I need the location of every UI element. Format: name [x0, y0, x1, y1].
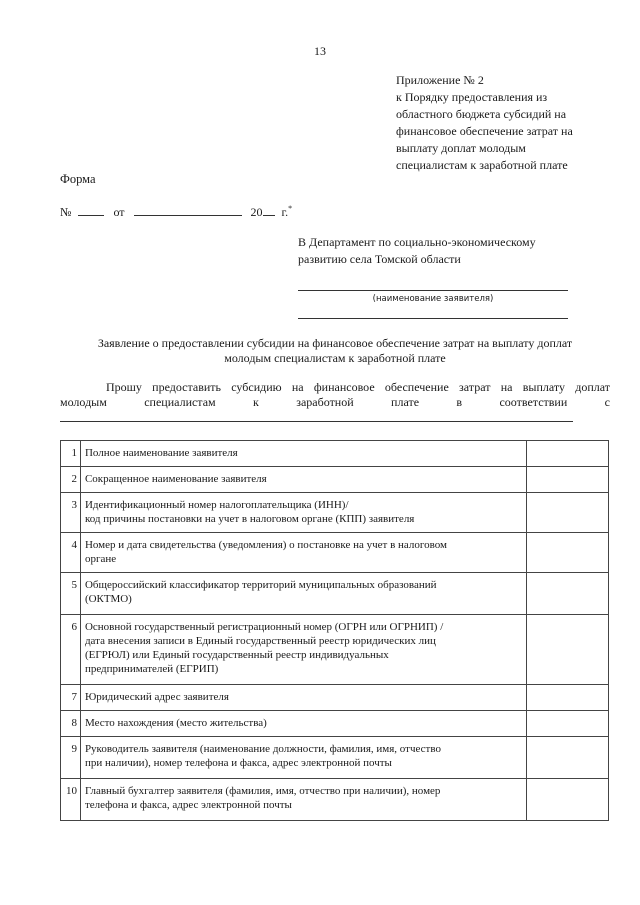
row-value-cell[interactable] — [526, 711, 608, 737]
request-paragraph — [60, 380, 610, 410]
appendix-line: финансовое обеспечение затрат на — [396, 124, 573, 138]
applicant-name-line-1[interactable] — [298, 290, 568, 291]
row-value-cell[interactable] — [526, 573, 608, 615]
row-label-line: Номер и дата свидетельства (уведомления) о постановке на учет в налоговом — [84, 539, 447, 551]
footnote-mark: * — [288, 204, 293, 213]
addressee-line-1: В Департамент по социально-экономическому — [298, 235, 536, 249]
row-label-line: дата внесения записи в Единый государственный реестр юридических лиц — [84, 635, 436, 647]
row-value-cell[interactable] — [526, 615, 608, 685]
row-label-line: Общероссийский классификатор территорий муниципальных образований — [84, 579, 437, 591]
title-line-2: молодым специалистам к заработной плате — [224, 351, 446, 365]
row-label — [80, 493, 526, 533]
row-value-cell[interactable] — [526, 685, 608, 711]
table-row — [61, 779, 609, 821]
document-title — [60, 336, 610, 366]
row-label-line: Юридический адрес заявителя — [84, 691, 229, 703]
table-row — [61, 467, 609, 493]
row-value-cell[interactable] — [526, 779, 608, 821]
intro-line-1: Прошу предоставить субсидию на финансовое обеспечение затрат на выплату доплат — [106, 380, 610, 394]
row-label-line: Идентификационный номер налогоплательщика (ИНН)/ — [84, 499, 349, 511]
table-row — [61, 493, 609, 533]
row-number: 7 — [61, 685, 81, 711]
row-number: 9 — [61, 737, 81, 779]
row-label — [80, 737, 526, 779]
title-line-1: Заявление о предоставлении субсидии на финансовое обеспечение затрат на выплату доплат — [97, 336, 573, 350]
table-row — [61, 711, 609, 737]
year-blank[interactable] — [263, 204, 275, 216]
row-value-cell[interactable] — [526, 441, 608, 467]
row-label-line: Главный бухгалтер заявителя (фамилия, имя, отчество при наличии), номер — [84, 785, 441, 797]
row-label — [80, 467, 526, 493]
row-number: 8 — [61, 711, 81, 737]
table-row — [61, 737, 609, 779]
row-number: 2 — [61, 467, 81, 493]
number-sign: № — [60, 205, 72, 219]
table-row — [61, 533, 609, 573]
row-number: 6 — [61, 615, 81, 685]
row-label-line: код причины постановки на учет в налоговом органе (КПП) заявителя — [84, 513, 415, 525]
appendix-line: специалистам к заработной плате — [396, 158, 568, 172]
legal-basis-line[interactable] — [60, 421, 573, 422]
row-value-cell[interactable] — [526, 493, 608, 533]
applicant-info-table — [60, 440, 609, 821]
row-label — [80, 685, 526, 711]
table-row — [61, 615, 609, 685]
addressee-block — [298, 234, 598, 268]
year-prefix: 20 — [250, 205, 263, 219]
row-value-cell[interactable] — [526, 467, 608, 493]
row-number: 1 — [61, 441, 81, 467]
row-label-line: Сокращенное наименование заявителя — [84, 473, 267, 485]
row-label — [80, 573, 526, 615]
row-label — [80, 779, 526, 821]
appendix-line: Приложение № 2 — [396, 73, 484, 87]
appendix-line: областного бюджета субсидий на — [396, 107, 567, 121]
addressee-line-2: развитию села Томской области — [298, 252, 461, 266]
applicant-name-line-2[interactable] — [298, 318, 568, 319]
row-label-line: Полное наименование заявителя — [84, 447, 238, 459]
page-number: 13 — [314, 44, 326, 58]
number-blank[interactable] — [78, 204, 104, 216]
row-value-cell[interactable] — [526, 737, 608, 779]
row-label-line: при наличии), номер телефона и факса, адрес электронной почты — [84, 757, 392, 769]
appendix-header — [396, 72, 626, 174]
table-row — [61, 685, 609, 711]
row-label-line: Руководитель заявителя (наименование должности, фамилия, имя, отчество — [84, 743, 441, 755]
row-label-line: Место нахождения (место жительства) — [84, 717, 267, 729]
date-from-label: от — [113, 205, 125, 219]
row-label — [80, 615, 526, 685]
row-label-line: органе — [84, 553, 117, 565]
applicant-name-hint: (наименование заявителя) — [372, 294, 494, 304]
row-number: 4 — [61, 533, 81, 573]
row-label-line: Основной государственный регистрационный номер (ОГРН или ОГРНИП) / — [84, 621, 444, 633]
row-label — [80, 711, 526, 737]
row-label-line: телефона и факса, адрес электронной почты — [84, 799, 292, 811]
intro-line-2: молодым специалистам к заработной плате в соответствии с — [60, 395, 610, 409]
appendix-line: выплату доплат молодым — [396, 141, 526, 155]
form-label: Форма — [60, 172, 96, 186]
row-label-line: (ЕГРЮЛ) или Единый государственный реестр индивидуальных — [84, 649, 389, 661]
row-value-cell[interactable] — [526, 533, 608, 573]
row-label-line: (ОКТМО) — [84, 593, 132, 605]
date-blank[interactable] — [134, 204, 242, 216]
row-label — [80, 533, 526, 573]
row-number: 5 — [61, 573, 81, 615]
table-row — [61, 573, 609, 615]
number-date-line — [60, 204, 292, 220]
year-suffix: г. — [281, 205, 289, 219]
appendix-line: к Порядку предоставления из — [396, 90, 548, 104]
table-row — [61, 441, 609, 467]
row-number: 10 — [61, 779, 81, 821]
row-label-line: предпринимателей (ЕГРИП) — [84, 663, 219, 675]
row-label — [80, 441, 526, 467]
row-number: 3 — [61, 493, 81, 533]
